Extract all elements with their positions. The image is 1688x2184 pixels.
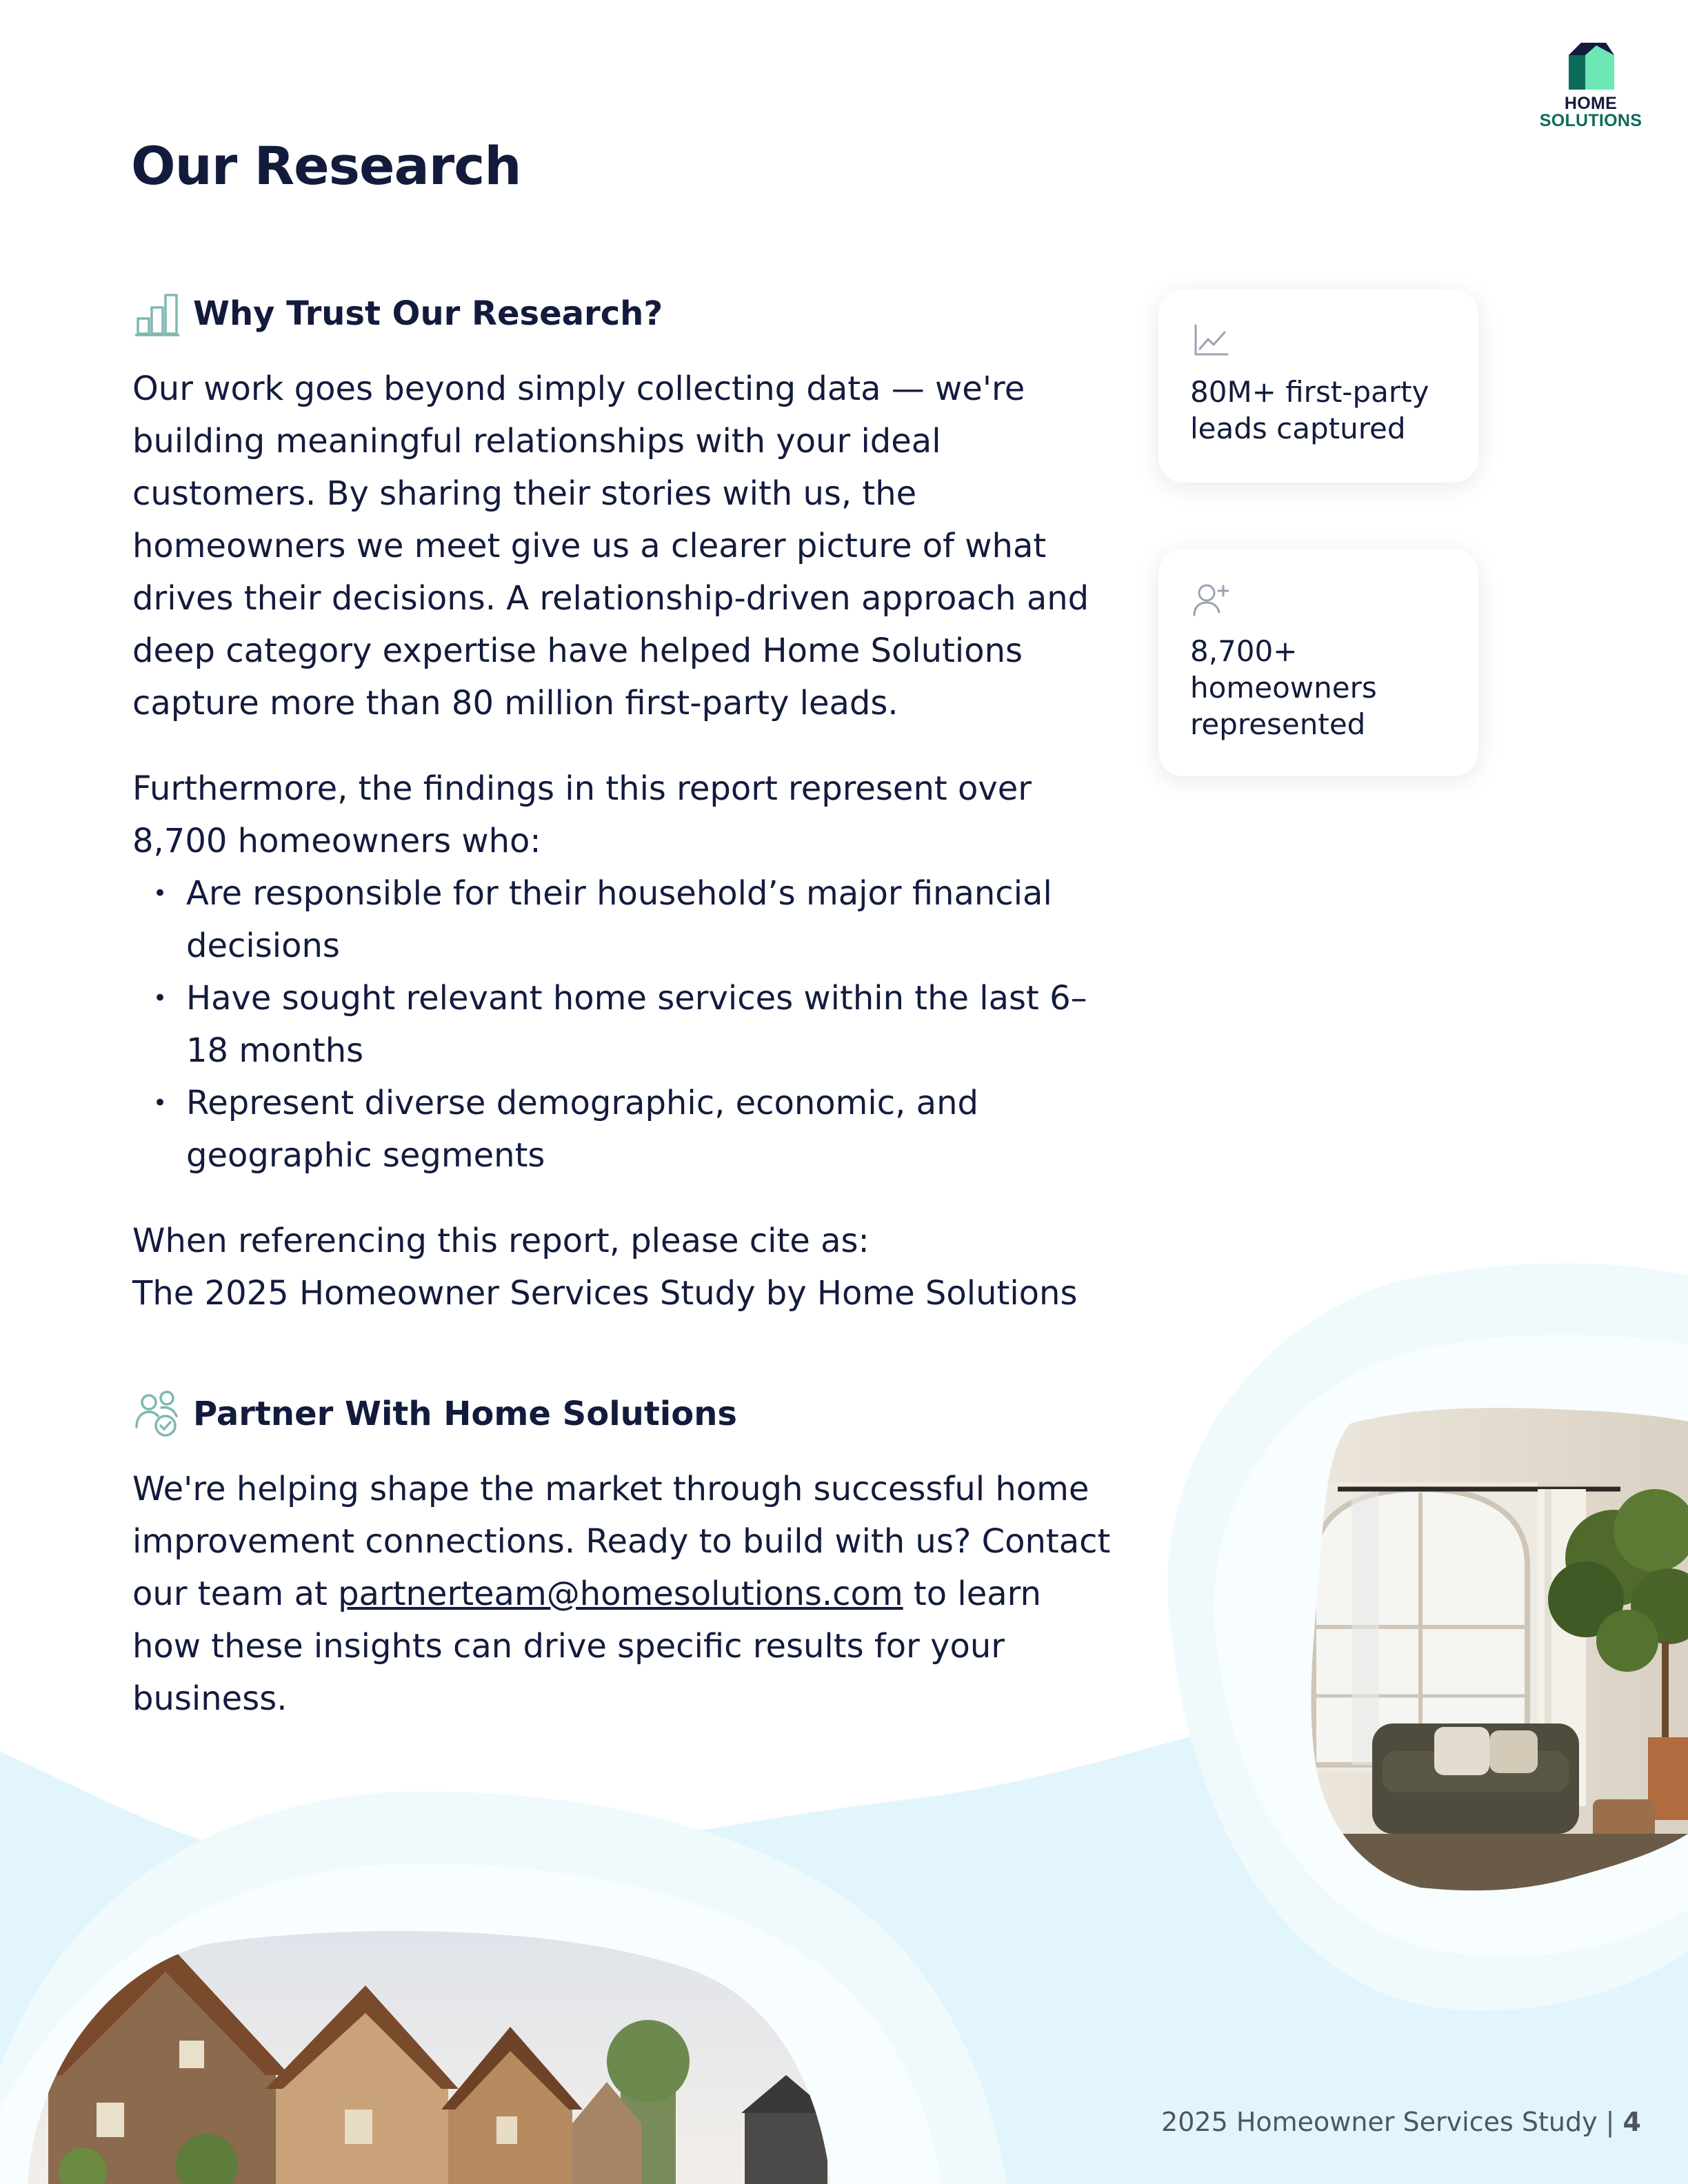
partner-text-end: to learn how these insights can drive specific results for your business. (132, 1575, 1041, 1718)
page-footer (1161, 2107, 1641, 2137)
stat-card-homeowners (1158, 549, 1478, 776)
citation-label: When referencing this report, please cite as: (132, 1222, 870, 1260)
section-heading-trust (132, 288, 663, 339)
page-number: 4 (1622, 2107, 1641, 2137)
stat-leads-text: 80M+ first-party leads captured (1190, 375, 1429, 445)
partner-email-link[interactable]: partnerteam@homesolutions.com (338, 1575, 903, 1613)
brand-line1: HOME (1564, 94, 1618, 113)
team-check-icon (132, 1388, 183, 1439)
partner-paragraph (132, 1463, 1112, 1725)
list-item: • Have sought relevant home services within the last 6–18 months (132, 972, 1112, 1077)
section-title: Partner With Home Solutions (193, 1395, 737, 1433)
findings-block (132, 762, 1112, 1182)
living-room-photo (1303, 1399, 1688, 1896)
house-logo-icon (1566, 40, 1616, 92)
line-chart-icon (1190, 320, 1232, 361)
list-item: • Represent diverse demographic, economic, and geographic segments (132, 1077, 1112, 1182)
bar-chart-icon (132, 288, 183, 339)
brand-logo (1539, 40, 1642, 130)
trust-paragraph-text: Our work goes beyond simply collecting data — we're building meaningful relationships with your ideal customers. By sharing their stories with us, the homeowners we meet give us a clearer picture of what drives their decisions. A relationship-driven approach and deep category expertise have helped Home Solutions capture more than 80 million first-party leads. (132, 370, 1089, 722)
partner-text-start: We're helping shape the market through successful home improvement connections. Ready to build with us? Contact our team at (132, 1470, 1111, 1613)
section-heading-partner (132, 1388, 737, 1439)
findings-list (132, 867, 1112, 1182)
footer-label: 2025 Homeowner Services Study | (1161, 2107, 1623, 2137)
list-item: • Are responsible for their household’s major financial decisions (132, 867, 1112, 972)
citation-block (132, 1215, 1112, 1320)
trust-paragraph (132, 363, 1112, 729)
findings-intro: Furthermore, the findings in this report represent over 8,700 homeowners who: (132, 769, 1032, 860)
stat-card-leads (1158, 290, 1478, 483)
brand-line2: SOLUTIONS (1539, 111, 1642, 130)
section-title: Why Trust Our Research? (193, 294, 663, 333)
stat-homeowners-text: 8,700+ homeowners represented (1190, 634, 1377, 741)
citation-text: The 2025 Homeowner Services Study by Home Solutions (132, 1274, 1078, 1313)
page-title: Our Research (131, 135, 521, 196)
add-user-icon (1190, 579, 1232, 620)
